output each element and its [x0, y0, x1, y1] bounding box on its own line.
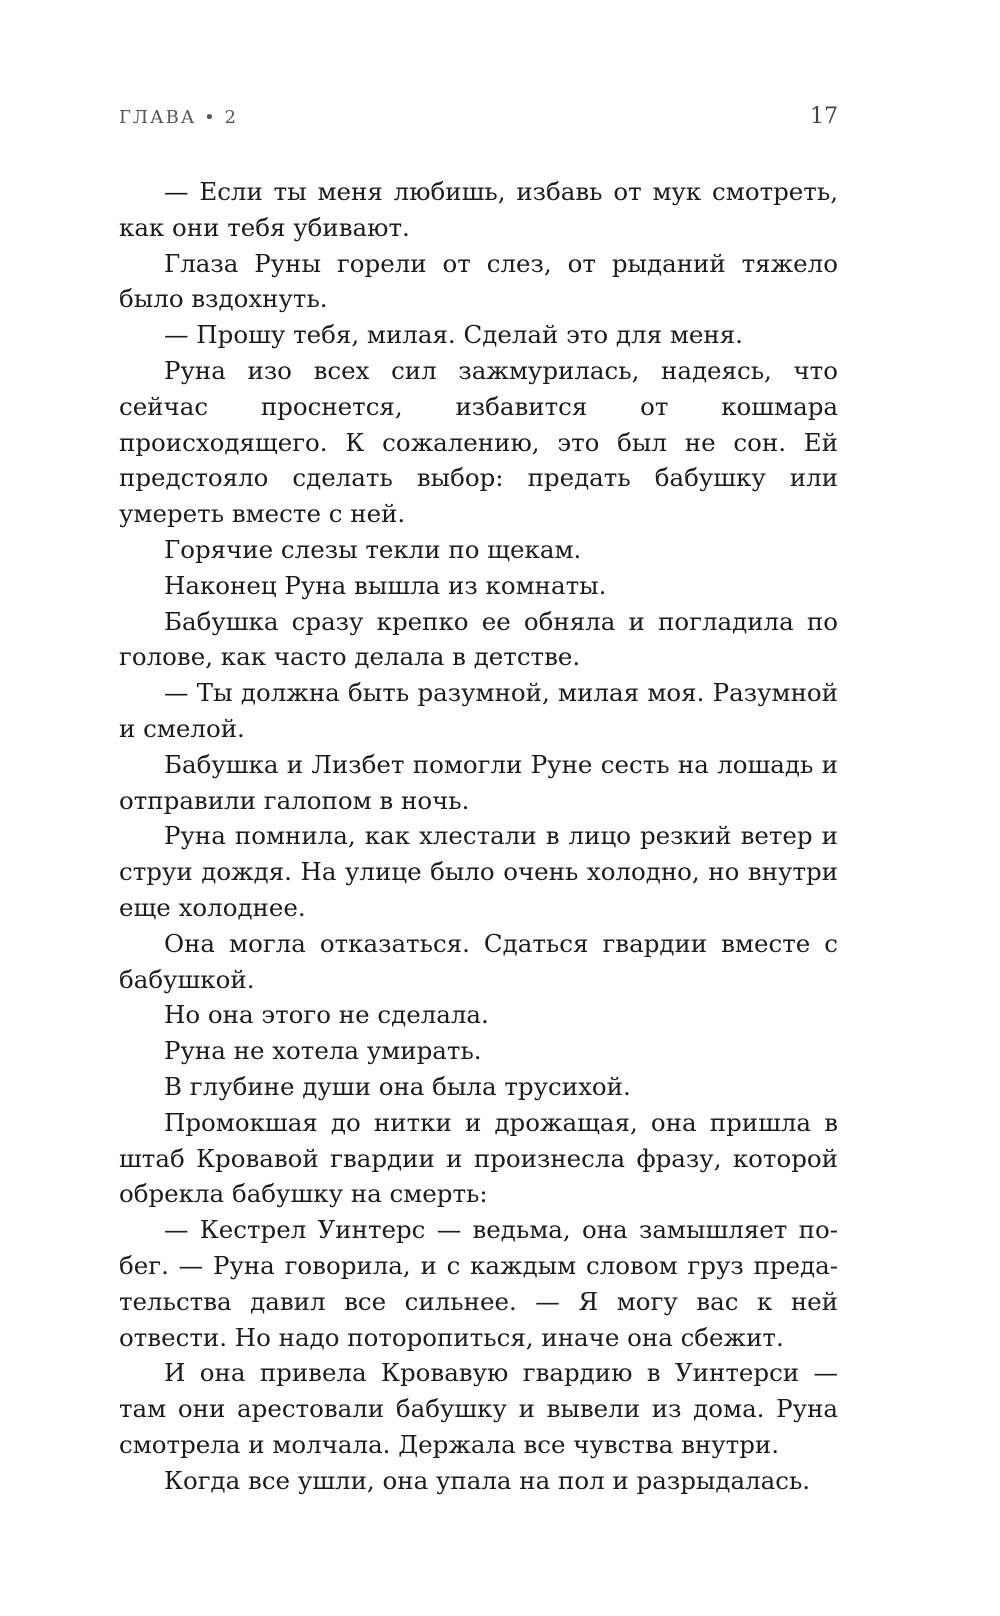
paragraph: — Ты должна быть разумной, милая моя. Разумной и смелой.: [119, 678, 838, 743]
paragraph: Руна помнила, как хлестали в лицо резкий ветер и струи дождя. На улице было очень холодно, но внутри еще холоднее.: [119, 821, 838, 922]
paragraph: — Прошу тебя, милая. Сделай это для меня.: [164, 320, 743, 350]
paragraph: Руна изо всех сил зажмурилась, надеясь, что сейчас проснется, избавится от кошмара происходящего. К сожалению, это был не сон. Ей предстояло сделать выбор: предать бабушку или умереть вместе с ней.: [119, 355, 838, 529]
paragraph: Промокшая до нитки и дрожащая, она пришла в штаб Кровавой гвардии и произнесла фразу, которой обрекла бабушку на смерть:: [119, 1107, 838, 1209]
paragraph: Когда все ушли, она упала на пол и разрыдалась.: [164, 1465, 811, 1495]
paragraph: Руна не хотела умирать.: [164, 1036, 482, 1066]
paragraph: Глаза Руны горели от слез, от рыданий тяжело было вздохнуть.: [119, 248, 838, 314]
paragraph: И она привела Кровавую гвардию в Уинтерси — там они арестовали бабушку и вывели из дома. Руна смотрела и молчала. Держала все чувства внутри.: [119, 1358, 838, 1459]
running-head: ГЛАВА • 2: [119, 107, 238, 128]
paragraph: В глубине души она была трусихой.: [164, 1071, 631, 1101]
paragraph: Бабушка и Лизбет помогли Руне сесть на лошадь и отправили галопом в ночь.: [119, 749, 838, 815]
paragraph: — Кестрел Уинтерс — ведьма, она замышляет побег. — Руна говорила, и с каждым словом груз предательства давил все сильнее. — Я могу вас к ней отвести. Но надо поторопиться, иначе она сбежит.: [119, 1215, 838, 1352]
body-text: [119, 174, 838, 1498]
paragraph: Горячие слезы текли по щекам.: [164, 534, 582, 564]
paragraph: Она могла отказаться. Сдаться гвардии вместе с бабушкой.: [119, 928, 838, 994]
paragraph: Но она этого не сделала.: [164, 1000, 489, 1030]
page-number: 17: [810, 104, 838, 129]
paragraph: — Если ты меня любишь, избавь от мук смотреть, как они тебя убивают.: [119, 177, 838, 242]
paragraph: Наконец Руна вышла из комнаты.: [164, 570, 607, 600]
paragraph: Бабушка сразу крепко ее обняла и погладила по голове, как часто делала в детстве.: [119, 606, 838, 672]
